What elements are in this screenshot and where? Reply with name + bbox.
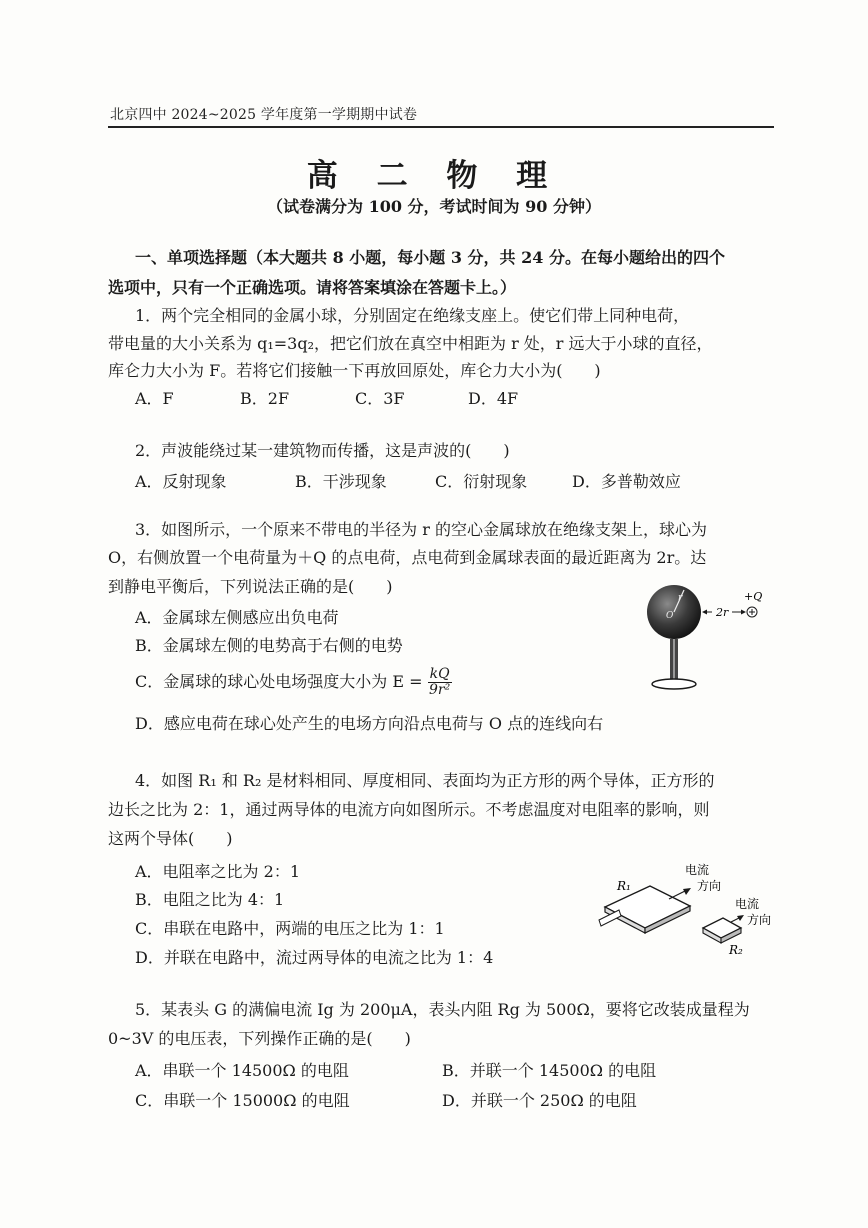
r2-current-text-2: 方向 <box>747 913 772 927</box>
q3-formula-denominator: 9r² <box>428 682 451 698</box>
q4-option-b: B．电阻之比为 4：1 <box>135 890 285 909</box>
q3-option-c <box>135 667 452 698</box>
r1-label: R₁ <box>617 879 631 893</box>
q2-option-b: B．干涉现象 <box>295 472 387 491</box>
q4-stem-3: 这两个导体( ) <box>108 829 233 848</box>
q3-option-d: D．感应电荷在球心处产生的电场方向沿点电荷与 O 点的连线向右 <box>135 714 604 733</box>
q1-stem-3: 库仑力大小为 F。若将它们接触一下再放回原处，库仑力大小为( ) <box>108 361 601 380</box>
q3-stem: 3．如图所示，一个原来不带电的半径为 r 的空心金属球放在绝缘支架上，球心为 <box>135 520 708 539</box>
q5-option-c: C．串联一个 15000Ω 的电阻 <box>135 1091 350 1110</box>
q5-option-d: D．并联一个 250Ω 的电阻 <box>442 1091 637 1110</box>
stand-base <box>652 679 696 689</box>
distance-label: 2r <box>716 606 729 619</box>
r1-current-text-1: 电流 <box>685 863 710 877</box>
q3-stem-3: 到静电平衡后，下列说法正确的是( ) <box>108 577 393 596</box>
page-title: 高 二 物 理 <box>306 158 562 194</box>
r2-label: R₂ <box>729 943 743 957</box>
q4-option-a: A．电阻率之比为 2：1 <box>135 862 301 881</box>
q4-option-d: D．并联在电路中，流过两导体的电流之比为 1：4 <box>135 948 494 967</box>
q3-stem-2: O，右侧放置一个电荷量为＋Q 的点电荷，点电荷到金属球表面的最近距离为 2r。达 <box>108 548 707 567</box>
q5-stem-2: 0~3V 的电压表，下列操作正确的是( ) <box>108 1029 411 1048</box>
q4-stem-2: 边长之比为 2：1，通过两导体的电流方向如图所示。不考虑温度对电阻率的影响，则 <box>108 800 710 819</box>
q3-option-a: A．金属球左侧感应出负电荷 <box>135 608 339 627</box>
page-subtitle: （试卷满分为 100 分，考试时间为 90 分钟） <box>267 197 601 216</box>
section-heading-cont: 选项中，只有一个正确选项。请将答案填涂在答题卡上。） <box>108 278 517 297</box>
q3-figure-sphere-on-stand <box>628 578 778 700</box>
q3-option-b: B．金属球左侧的电势高于右侧的电势 <box>135 636 403 655</box>
r1-current-text-2: 方向 <box>697 879 722 893</box>
header-rule <box>108 126 774 128</box>
arrowhead-left <box>702 610 707 615</box>
q4-figure-conductors <box>595 862 785 962</box>
q4-option-c: C．串联在电路中，两端的电压之比为 1：1 <box>135 919 445 938</box>
q3-option-c-text: C．金属球的球心处电场强度大小为 E = <box>135 672 423 691</box>
arrowhead-right <box>741 610 746 615</box>
q5-option-b: B．并联一个 14500Ω 的电阻 <box>442 1061 657 1080</box>
q3-formula-numerator: kQ <box>429 666 450 682</box>
section-heading: 一、单项选择题（本大题共 8 小题，每小题 3 分，共 24 分。在每小题给出的四个 <box>135 248 725 267</box>
q5-option-a: A．串联一个 14500Ω 的电阻 <box>135 1061 349 1080</box>
radius-label: r <box>678 593 683 603</box>
q4-stem: 4．如图 R₁ 和 R₂ 是材料相同、厚度相同、表面均为正方形的两个导体，正方形的 <box>135 771 715 790</box>
q2-stem: 2．声波能绕过某一建筑物而传播，这是声波的( ) <box>135 441 510 460</box>
center-label: O <box>666 611 674 621</box>
q2-option-a: A．反射现象 <box>135 472 227 491</box>
q5-stem: 5．某表头 G 的满偏电流 Ig 为 200μA，表头内阻 Rg 为 500Ω，要将它改装成量程为 <box>135 1000 750 1019</box>
q1-option-c: C．3F <box>355 389 405 408</box>
q3-formula <box>428 667 452 698</box>
exam-header: 北京四中 2024~2025 学年度第一学期期中试卷 <box>110 107 418 123</box>
q1-option-b: B．2F <box>240 389 290 408</box>
charge-label: +Q <box>744 590 763 603</box>
q1-stem: 1．两个完全相同的金属小球，分别固定在绝缘支座上。使它们带上同种电荷， <box>135 306 690 325</box>
r2-current-text-1: 电流 <box>735 897 760 911</box>
q2-option-d: D．多普勒效应 <box>572 472 681 491</box>
stand-rod-highlight <box>673 639 675 681</box>
q1-option-a: A．F <box>135 389 174 408</box>
q1-option-d: D．4F <box>468 389 519 408</box>
q2-option-c: C．衍射现象 <box>435 472 528 491</box>
q1-stem-2: 带电量的大小关系为 q₁=3q₂，把它们放在真空中相距为 r 处，r 远大于小球的直径， <box>108 334 713 353</box>
